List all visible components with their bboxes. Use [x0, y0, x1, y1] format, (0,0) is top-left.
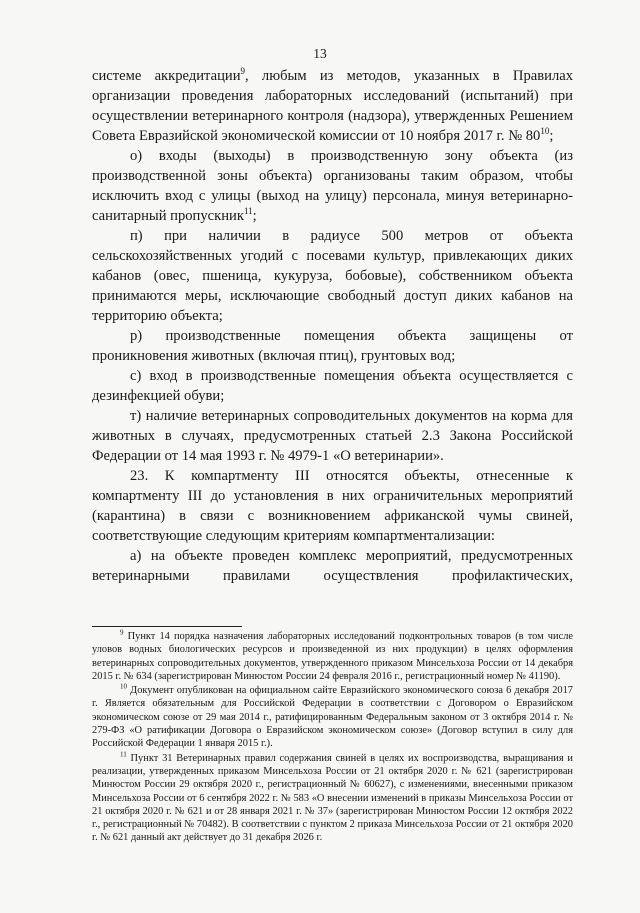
footnote-separator — [92, 626, 242, 627]
paragraph-r: р) производственные помещения объекта защищены от проникновения животных (включая птиц), грунтовых вод; — [92, 328, 573, 364]
footnotes — [92, 630, 573, 846]
footnote-ref-10[interactable]: 10 — [540, 126, 550, 137]
main-text — [92, 66, 573, 586]
paragraph-o: о) входы (выходы) в производственную зону объекта (из производственной зоны объекта) организованы таким образом, чтобы исключить вход с улицы (выход на улицу) персонала, минуя ветеринарно-санитарный пропускник$^{11}$; — [92, 148, 573, 224]
footnote-10: $^{10}$ Документ опубликован на официальном сайте Евразийского экономического союза 6 декабря 2017 г. Является обязательным для Российской Федерации в соответствии с Договором о Евразийском экономическом союзе от 29 мая 2014 г., ратифицированным Федеральным законом от 3 октября 2014 г. № 279-ФЗ «О ратификации Договора о Евразийском экономическом союзе» (Договор вступил в силу для Российской Федерации 1 января 2015 г.). — [92, 682, 573, 750]
footnote-ref-9[interactable]: 9 — [240, 66, 246, 77]
paragraph-s: с) вход в производственные помещения объекта осуществляется с дезинфекцией обуви; — [92, 368, 573, 404]
paragraph-continuation: системе аккредитации$^9$, любым из методов, указанных в Правилах организации проведения лабораторных исследований (испытаний) при осуществлении ветеринарного контроля (надзора), утвержденных Решением Совета Евразийской экономической комиссии от 10 ноября 2017 г. № $80^{10}$; — [92, 66, 574, 144]
footnote-9: $^9$ Пункт 14 порядка назначения лабораторных исследований подконтрольных товаров (в том числе уловов водных биологических ресурсов и произведенной из них продукции) в целях оформления ветеринарных сопроводительных документов, утвержденного приказом Минсельхоза России от 14 декабря 2015 г. № 634 (зарегистрирован Минюстом России 24 февраля 2016 г., регистрационный номер № 41190). — [92, 628, 573, 682]
paragraph-p: п) при наличии в радиусе 500 метров от объекта сельскохозяйственных угодий с посевами культур, привлекающих диких кабанов (овес, пшеница, кукуруза, бобовые), собственником объекта принимаются меры, исключающие свободный доступ диких кабанов на территорию объекта; — [92, 228, 573, 324]
paragraph-a: а) на объекте проведен комплекс мероприятий, предусмотренных ветеринарными правилами осуществления профилактических, — [92, 548, 573, 584]
footnote-ref-11[interactable]: 11 — [243, 206, 253, 217]
paragraph-t: т) наличие ветеринарных сопроводительных документов на корма для животных в случаях, предусмотренных статьей 2.3 Закона Российской Федерации от 14 мая 1993 г. № 4979-1 «О ветеринарии». — [92, 408, 573, 464]
paragraph-23: 23. К компартменту III относятся объекты, отнесенные к компартменту III до установления в них ограничительных мероприятий (карантина) в связи с возникновением африканской чумы свиней, соответствующие следующим критериям компартментализации: — [92, 468, 573, 544]
page-number: 13 — [313, 46, 327, 61]
footnote-11: $^{11}$ Пункт 31 Ветеринарных правил содержания свиней в целях их воспроизводства, выращивания и реализации, утвержденных приказом Минсельхоза России от 21 октября 2020 г. № 621 (зарегистрирован Минюстом России 29 октября 2020 г., регистрационный № 60627), с изменениями, внесенными приказом Минсельхоза России от 6 сентября 2022 г. № 583 «О внесении изменений в приказы Минсельхоза России от 21 октября 2020 г. № 621 и от 28 января 2021 г. № 37» (зарегистрирован Минюстом России 12 октября 2022 г., регистрационный № 70482). В соответствии с пунктом 2 приказа Минсельхоза России от 21 октября 2020 г. № 621 данный акт действует до 31 декабря 2026 г. — [92, 750, 573, 844]
